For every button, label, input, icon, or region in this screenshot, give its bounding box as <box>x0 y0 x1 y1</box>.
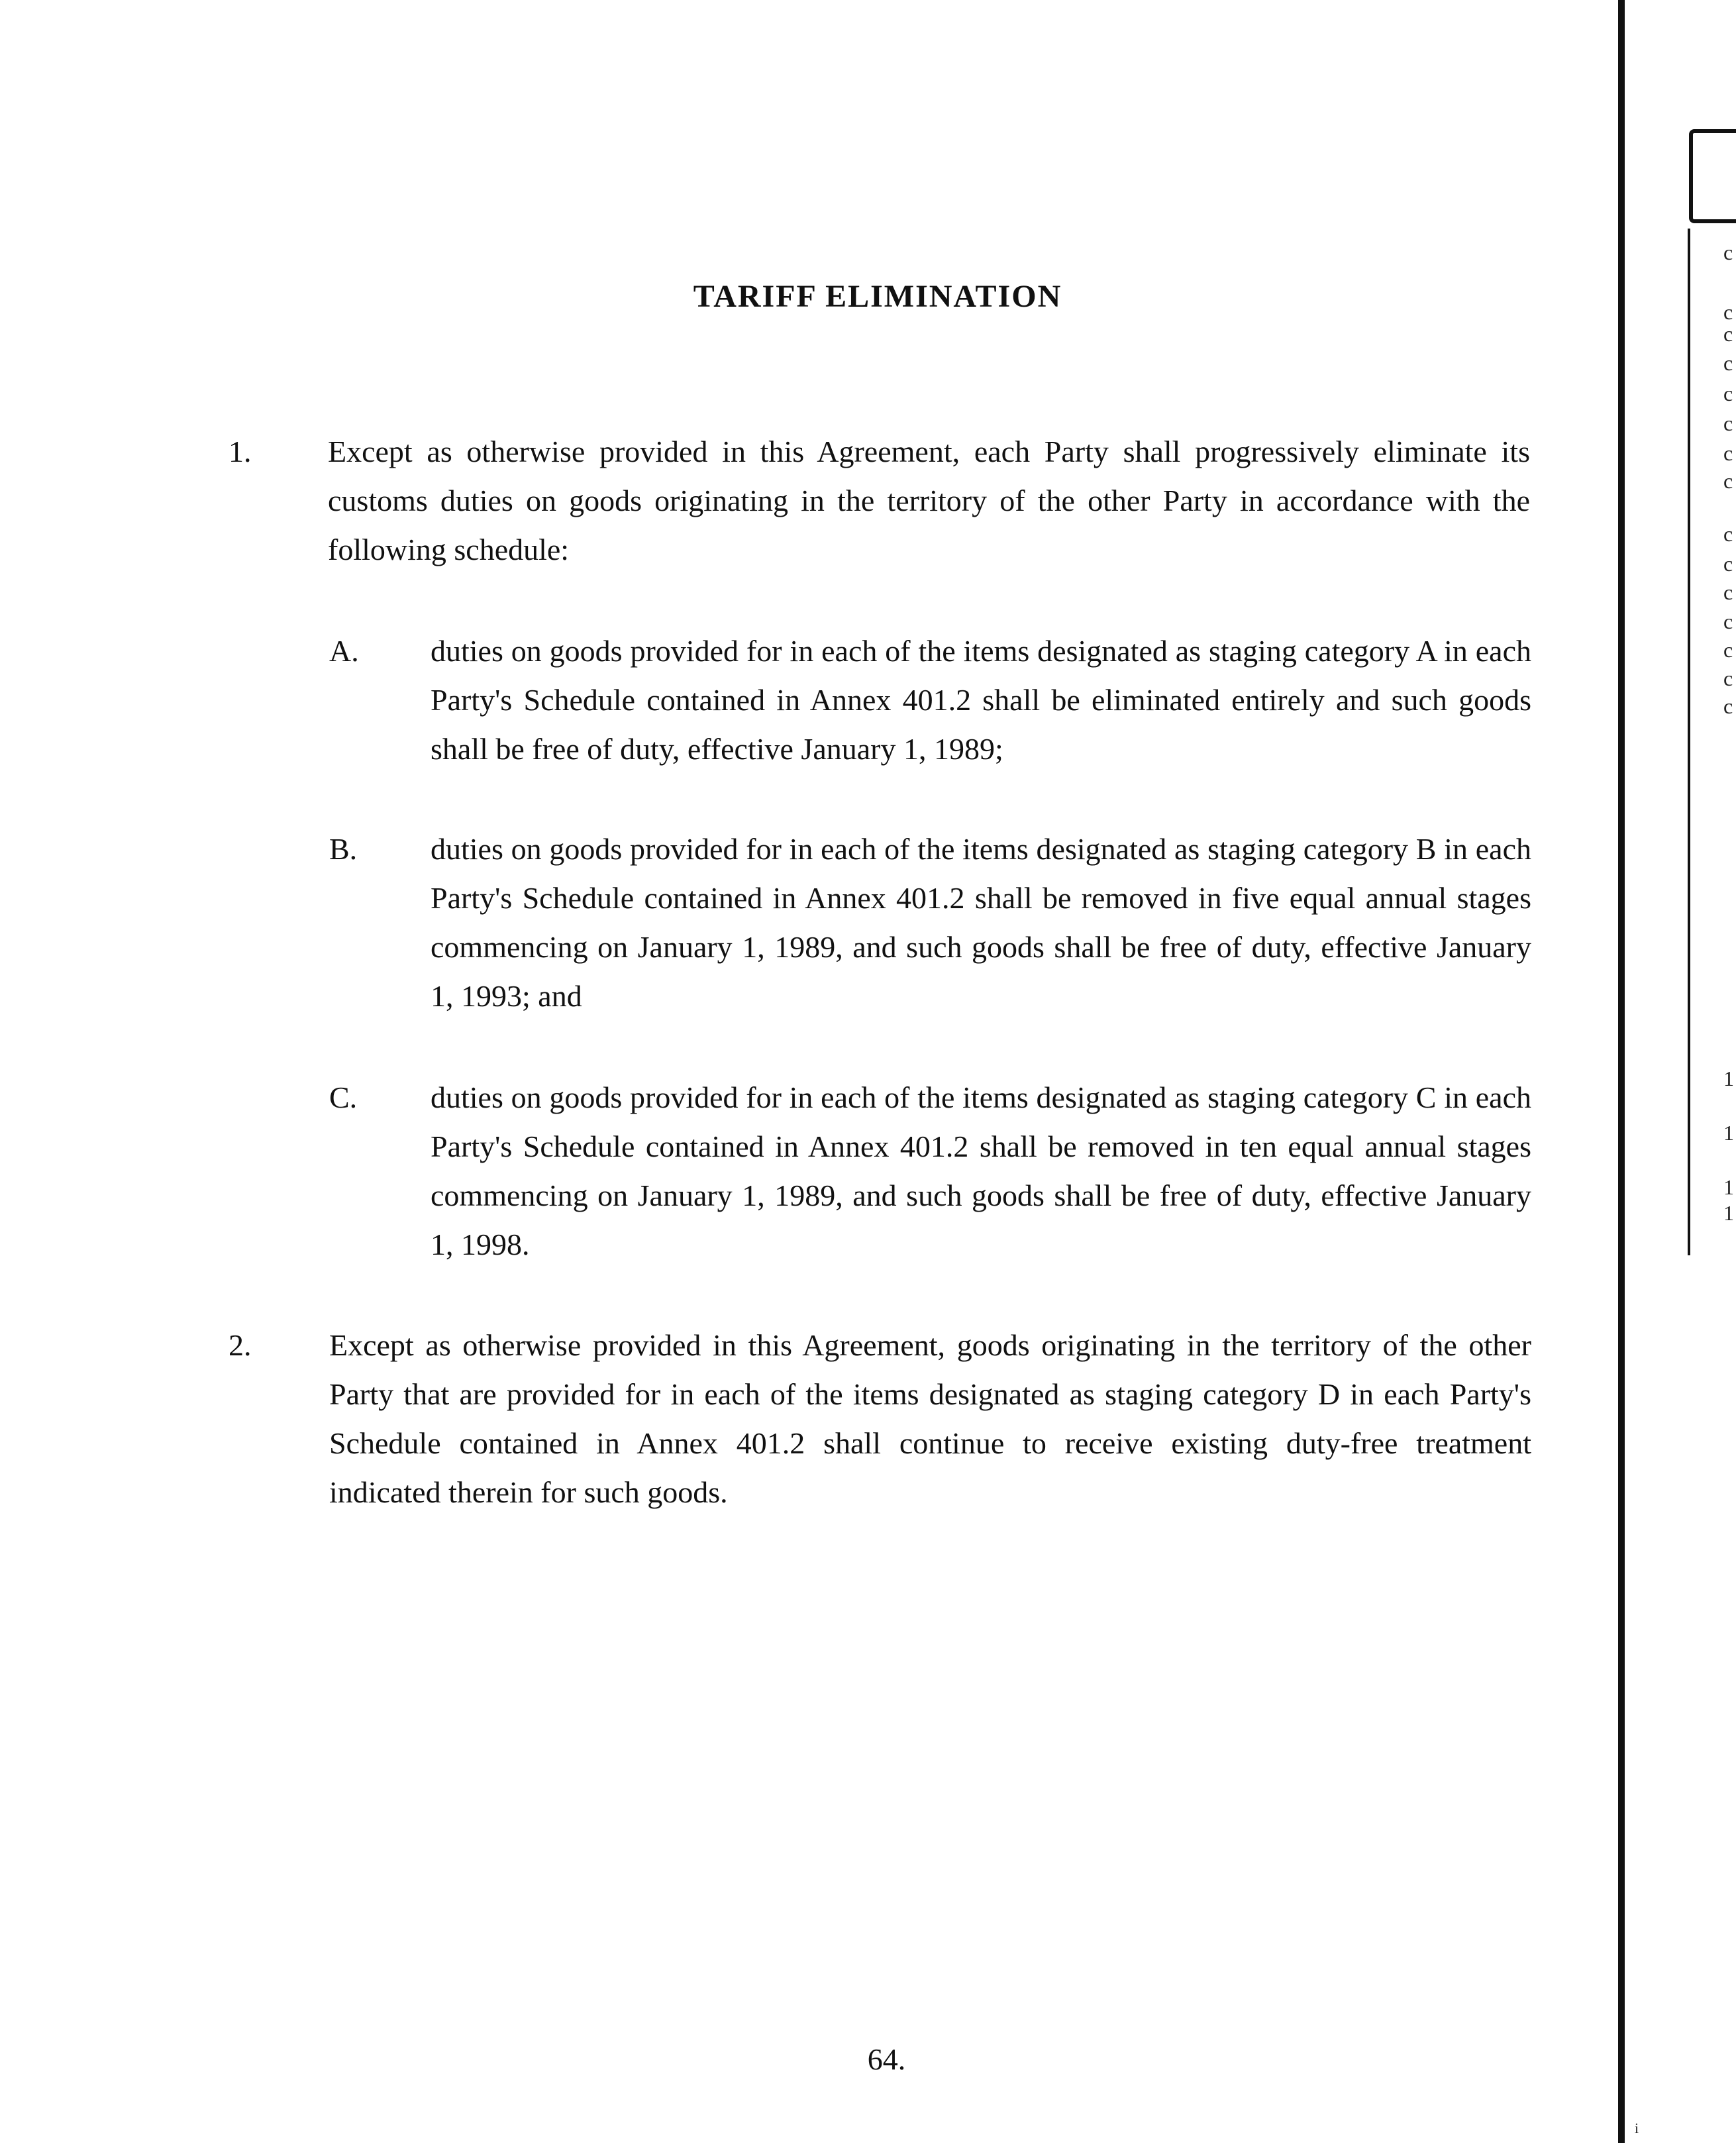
subparagraph-text: duties on goods provided for in each of the items designated as staging category C in each Party's Schedule contained in Annex 401.2 shall be removed in ten equal annual stages commencing on January 1, 1989, and such goods shall be free of duty, effective January 1, 1998. <box>431 1080 1531 1261</box>
adjacent-page-bracket <box>1688 229 1690 1255</box>
paragraph-number: 2. <box>229 1328 252 1362</box>
adjacent-page-glyph: c <box>1723 638 1733 662</box>
subparagraph-text: duties on goods provided for in each of the items designated as staging category A in each Party's Schedule contained in Annex 401.2 shall be eliminated entirely and such goods shall be free of duty, effective January 1, 1989; <box>431 634 1531 766</box>
subparagraph-letter: C. <box>329 1080 358 1114</box>
adjacent-page-glyph: c <box>1723 441 1733 465</box>
adjacent-page-glyph: c <box>1723 351 1733 375</box>
adjacent-page-box <box>1689 129 1736 223</box>
page-title: TARIFF ELIMINATION <box>693 279 1062 314</box>
adjacent-page-glyph: c <box>1723 322 1733 346</box>
adjacent-page-glyph: c <box>1723 552 1733 576</box>
subparagraph-text: duties on goods provided for in each of the items designated as staging category B in each Party's Schedule contained in Annex 401.2 shall be removed in five equal annual stages commencing on January 1, 1989, and such goods shall be free of duty, effective January 1, 1993; and <box>431 832 1531 1013</box>
adjacent-page-footer-mark: i <box>1635 2120 1639 2136</box>
paragraph-number: 1. <box>229 435 252 468</box>
subparagraph-letter: B. <box>329 832 358 866</box>
adjacent-page-glyph: 1 <box>1723 1067 1734 1090</box>
subparagraph-letter: A. <box>329 634 359 668</box>
adjacent-page-glyph: c <box>1723 666 1733 690</box>
adjacent-page-glyph: 1 <box>1723 1121 1734 1145</box>
adjacent-page-glyph: c <box>1723 469 1733 493</box>
adjacent-page-glyph: c <box>1723 382 1733 405</box>
adjacent-page-glyph: c <box>1723 240 1733 264</box>
page-edge-line <box>1618 0 1625 2143</box>
paragraph-text: Except as otherwise provided in this Agreement, each Party shall progressively eliminate its customs duties on goods originating in the territory of the other Party in accordance with the following schedule: <box>328 435 1530 566</box>
adjacent-page-glyph: c <box>1723 609 1733 633</box>
paragraph-text: Except as otherwise provided in this Agreement, goods originating in the territory of the other Party that are provided for in each of the items designated as staging category D in each Party's Schedule contained in Annex 401.2 shall continue to receive existing duty-free treatment indicated therein for such goods. <box>329 1328 1531 1509</box>
adjacent-page-glyph: c <box>1723 300 1733 324</box>
adjacent-page-glyph: 1 <box>1723 1175 1734 1199</box>
adjacent-page-glyph: c <box>1723 694 1733 718</box>
adjacent-page-glyph: 1 <box>1723 1201 1734 1225</box>
page-number: 64. <box>867 2042 906 2076</box>
adjacent-page-glyph: c <box>1723 580 1733 604</box>
adjacent-page-glyph: c <box>1723 411 1733 435</box>
adjacent-page-glyph: c <box>1723 522 1733 546</box>
